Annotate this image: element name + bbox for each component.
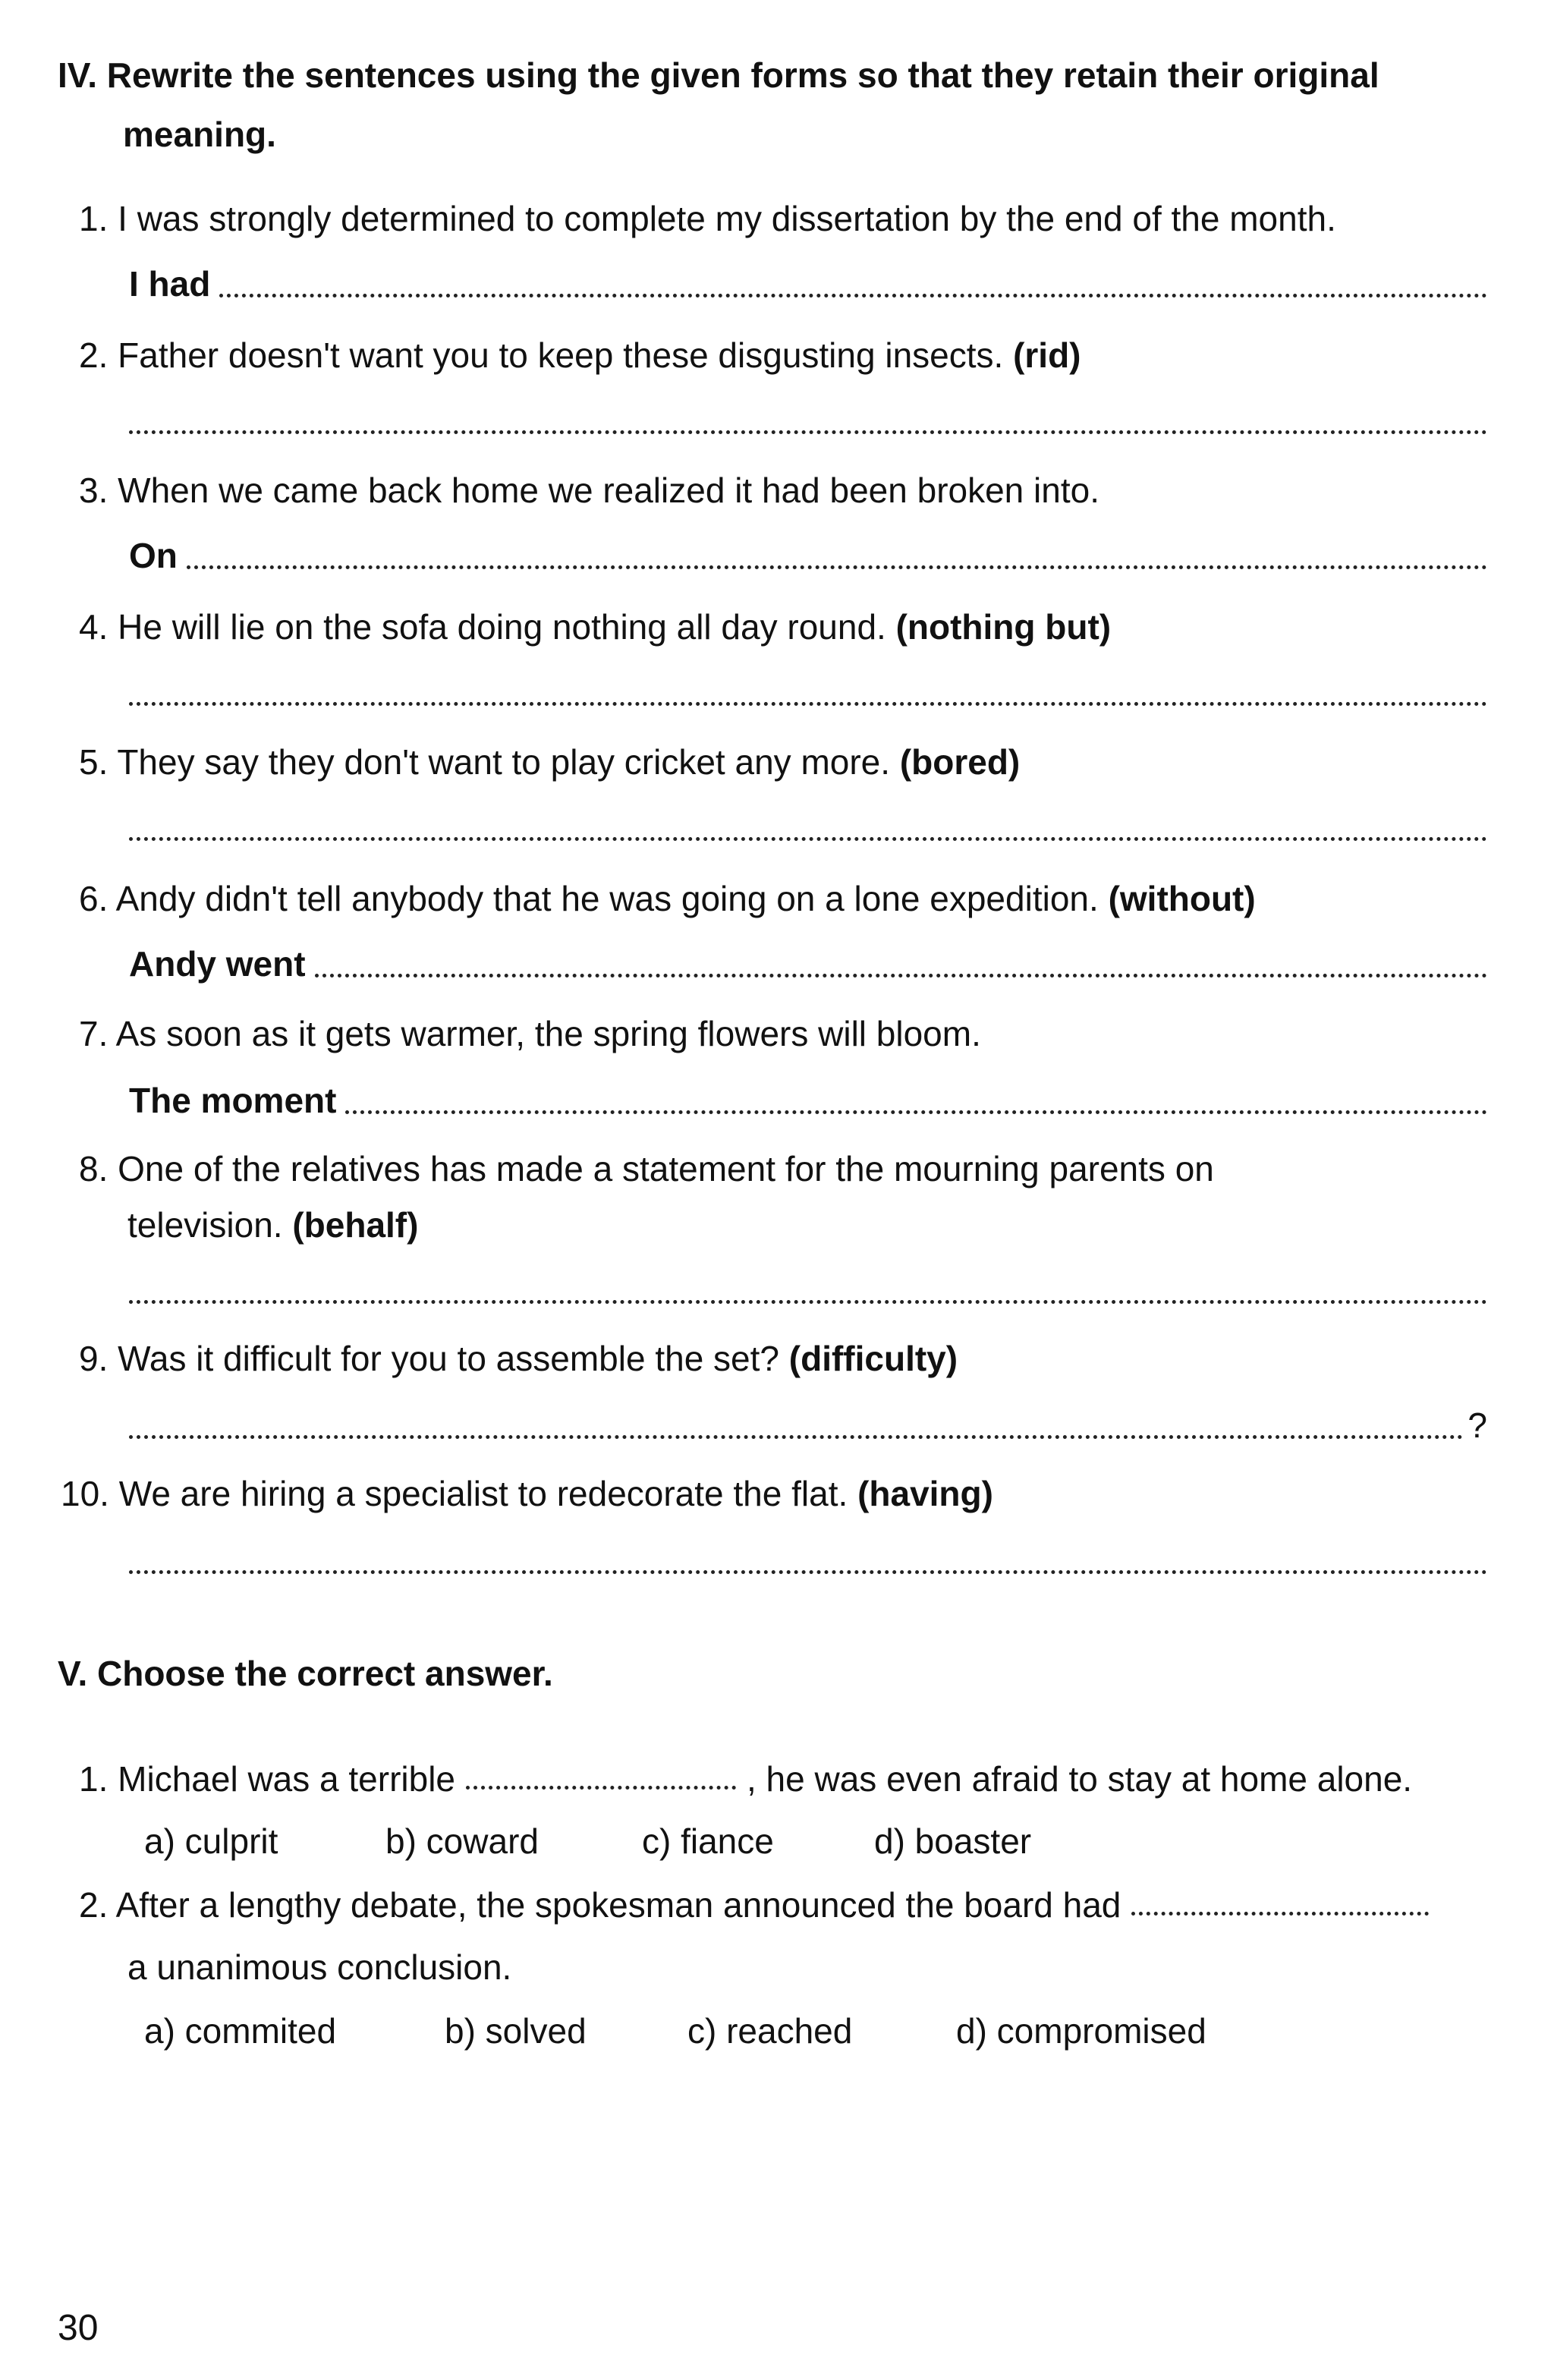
exercise-item-1 — [79, 196, 1336, 241]
dotted-answer-space — [129, 1300, 1487, 1304]
option-c[interactable]: c) fiance — [642, 1821, 774, 1861]
exercise-item-6 — [79, 876, 1256, 921]
dotted-answer-space — [129, 1570, 1487, 1574]
exercise-item-5 — [79, 739, 1020, 785]
question-number: 1. — [79, 1759, 109, 1799]
item-number: 9. — [79, 1339, 109, 1378]
answer-prompt: I had — [129, 264, 211, 304]
section-iv-heading-line2: meaning. — [123, 115, 276, 154]
exercise-item-7 — [79, 1011, 981, 1056]
exercise-item-3 — [79, 468, 1099, 513]
item-number: 3. — [79, 471, 109, 510]
option-d[interactable]: d) compromised — [956, 2011, 1206, 2051]
section-v-heading: V. Choose the correct answer. — [58, 1654, 553, 1693]
item-number: 2. — [79, 335, 109, 375]
item-sentence: One of the relatives has made a statement for the mourning parents on — [118, 1149, 1214, 1188]
dotted-answer-space — [129, 1435, 1463, 1439]
mc-question-1 — [79, 1756, 1412, 1802]
item-number: 8. — [79, 1149, 109, 1188]
item-sentence: Father doesn't want you to keep these disgusting insects. — [118, 335, 1004, 375]
item-sentence: Was it difficult for you to assemble the set? — [118, 1339, 779, 1378]
option-a[interactable]: a) commited — [144, 2011, 337, 2051]
item-keyword: (difficulty) — [788, 1339, 958, 1378]
answer-line-1[interactable] — [129, 260, 1487, 305]
dotted-answer-space — [219, 294, 1487, 298]
blank-space[interactable] — [466, 1786, 736, 1790]
exercise-item-8-continued — [127, 1202, 418, 1248]
dotted-answer-space — [129, 837, 1487, 841]
item-keyword: (having) — [857, 1474, 993, 1513]
mc-question-2 — [79, 1882, 1439, 1928]
mc-question-2-continued: a unanimous conclusion. — [127, 1947, 512, 1987]
item-sentence-continued: television. — [127, 1205, 283, 1245]
section-iv-heading-line1: IV. Rewrite the sentences using the given forms so that they retain their original — [58, 55, 1379, 95]
dotted-answer-space — [187, 565, 1487, 569]
option-d[interactable]: d) boaster — [874, 1821, 1032, 1861]
answer-line-8[interactable] — [129, 1266, 1487, 1311]
question-text-after: , he was even afraid to stay at home alone. — [747, 1759, 1413, 1799]
item-sentence: Andy didn't tell anybody that he was going on a lone expedition. — [115, 879, 1099, 918]
question-number: 2. — [79, 1885, 109, 1925]
dotted-answer-space — [315, 974, 1487, 978]
answer-prompt: Andy went — [129, 944, 306, 984]
item-sentence: We are hiring a specialist to redecorate the flat. — [118, 1474, 848, 1513]
option-b[interactable]: b) coward — [385, 1821, 539, 1861]
item-keyword: (rid) — [1013, 335, 1081, 375]
answer-line-6[interactable] — [129, 940, 1487, 985]
item-keyword: (nothing but) — [895, 607, 1112, 647]
item-sentence: I was strongly determined to complete my dissertation by the end of the month. — [118, 199, 1336, 238]
item-sentence: As soon as it gets warmer, the spring flowers will bloom. — [115, 1014, 981, 1053]
answer-line-9[interactable] — [129, 1401, 1487, 1447]
answer-line-7[interactable] — [129, 1076, 1487, 1122]
option-a[interactable]: a) culprit — [144, 1821, 278, 1861]
question-mark: ? — [1467, 1406, 1487, 1445]
page-number: 30 — [58, 2308, 99, 2348]
answer-line-10[interactable] — [129, 1536, 1487, 1582]
answer-line-2[interactable] — [129, 396, 1487, 442]
exercise-item-10 — [61, 1471, 993, 1516]
dotted-answer-space — [129, 702, 1487, 706]
item-number: 6. — [79, 879, 109, 918]
exercise-item-2 — [79, 332, 1081, 378]
item-number: 10. — [61, 1474, 109, 1513]
item-sentence: When we came back home we realized it had been broken into. — [118, 471, 1099, 510]
dotted-answer-space — [129, 430, 1487, 434]
item-number: 5. — [79, 742, 109, 782]
item-sentence: They say they don't want to play cricket any more. — [117, 742, 891, 782]
exercise-item-4 — [79, 604, 1111, 650]
blank-space[interactable] — [1131, 1912, 1429, 1916]
option-c[interactable]: c) reached — [687, 2011, 853, 2051]
question-text-before: After a lengthy debate, the spokesman announced the board had — [115, 1885, 1121, 1925]
option-b[interactable]: b) solved — [445, 2011, 587, 2051]
item-number: 7. — [79, 1014, 109, 1053]
exercise-item-9 — [79, 1336, 958, 1381]
mc-options-1 — [144, 1818, 1434, 1864]
item-keyword: (behalf) — [292, 1205, 419, 1245]
item-keyword: (without) — [1108, 879, 1256, 918]
exercise-item-8 — [79, 1146, 1214, 1192]
item-number: 1. — [79, 199, 109, 238]
answer-prompt: The moment — [129, 1081, 337, 1120]
item-sentence: He will lie on the sofa doing nothing all day round. — [118, 607, 886, 647]
item-keyword: (bored) — [899, 742, 1021, 782]
item-number: 4. — [79, 607, 109, 647]
mc-options-2 — [144, 2008, 1434, 2054]
question-text-before: Michael was a terrible — [118, 1759, 455, 1799]
answer-line-4[interactable] — [129, 668, 1487, 713]
dotted-answer-space — [345, 1110, 1487, 1114]
answer-prompt: On — [129, 536, 178, 575]
answer-line-3[interactable] — [129, 531, 1487, 577]
answer-line-5[interactable] — [129, 803, 1487, 848]
